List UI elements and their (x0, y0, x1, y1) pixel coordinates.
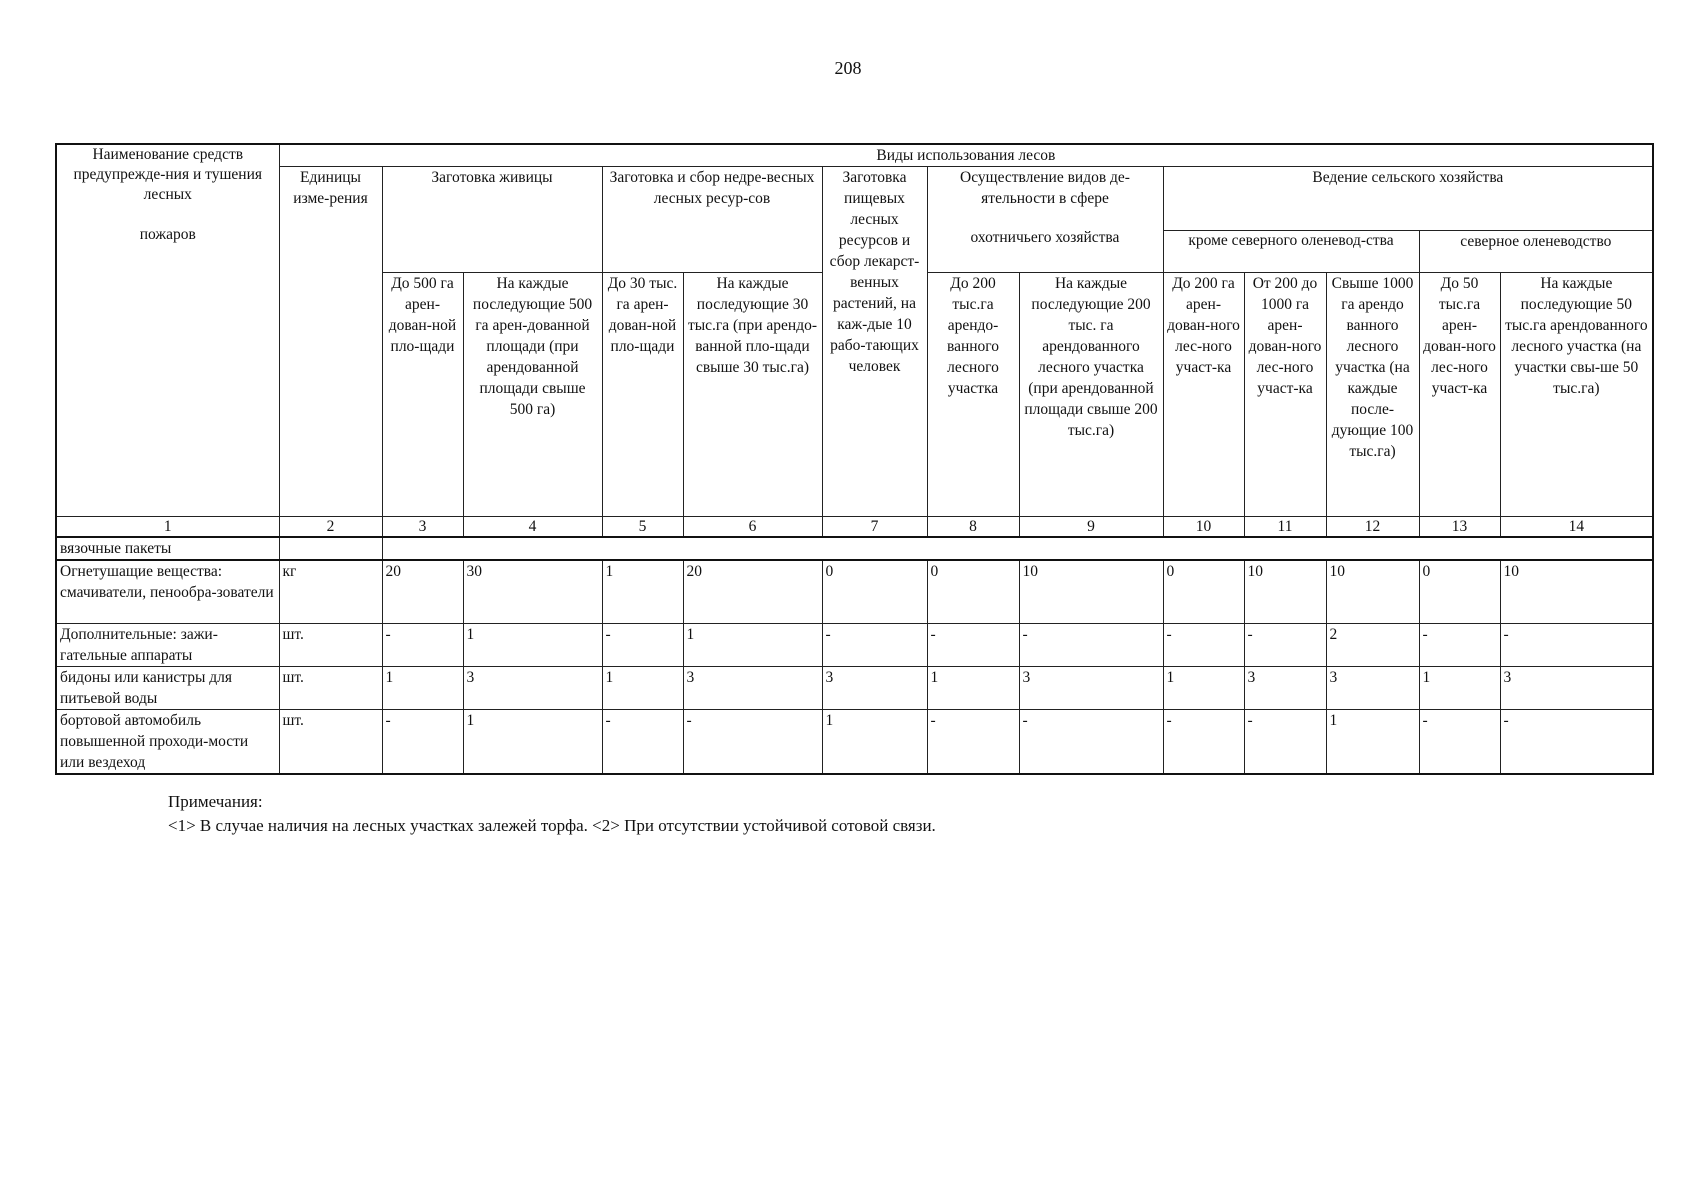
column-number: 5 (602, 517, 683, 538)
column-number: 12 (1326, 517, 1419, 538)
row-unit: шт. (279, 666, 382, 709)
column-number: 6 (683, 517, 822, 538)
row-value: - (1163, 623, 1244, 666)
row-value: 1 (602, 560, 683, 623)
row-value: 3 (1019, 666, 1163, 709)
row-value: 10 (1019, 560, 1163, 623)
column-number: 3 (382, 517, 463, 538)
row-value: 1 (683, 623, 822, 666)
continuation-unit-cell (279, 537, 382, 560)
row-value: - (1244, 709, 1326, 774)
row-value: - (1419, 623, 1500, 666)
header-food: Заготовка пищевых лесных ресурсов и сбор лекарст-венных растений, на каж-дые 10 рабо-тающих человек (822, 167, 927, 517)
row-value: 1 (463, 623, 602, 666)
column-number: 4 (463, 517, 602, 538)
notes (168, 790, 936, 838)
column-number: 8 (927, 517, 1019, 538)
header-resin: Заготовка живицы (382, 167, 602, 273)
row-value: - (602, 623, 683, 666)
notes-text: <1> В случае наличия на лесных участках залежей торфа. <2> При отсутствии устойчивой сотовой связи. (168, 816, 936, 835)
row-value: - (1019, 709, 1163, 774)
row-value: 30 (463, 560, 602, 623)
row-value: 3 (1500, 666, 1653, 709)
notes-title: Примечания: (168, 792, 263, 811)
header-sub-4: На каждые последующие 500 га арен-дованной площади (при арендованной площади свыше 500 га) (463, 273, 602, 517)
row-value: - (1163, 709, 1244, 774)
row-value: 1 (463, 709, 602, 774)
continuation-row (56, 537, 1653, 560)
header-name-column: Наименование средств предупрежде-ния и тушения лесных пожаров (56, 144, 279, 517)
column-number: 1 (56, 517, 279, 538)
header-sub-6: На каждые последующие 30 тыс.га (при арендо-ванной пло-щади свыше 30 тыс.га) (683, 273, 822, 517)
header-sub-8: До 200 тыс.га арендо-ванного лесного участка (927, 273, 1019, 517)
column-number: 9 (1019, 517, 1163, 538)
row-value: 20 (382, 560, 463, 623)
row-value: - (602, 709, 683, 774)
table-row (56, 560, 1653, 623)
header-sub-13: До 50 тыс.га арен-дован-ного лес-ного участ-ка (1419, 273, 1500, 517)
row-unit: шт. (279, 623, 382, 666)
header-sub-11: От 200 до 1000 га арен-дован-ного лес-ного участ-ка (1244, 273, 1326, 517)
table-row (56, 623, 1653, 666)
row-value: 10 (1326, 560, 1419, 623)
row-value: - (1419, 709, 1500, 774)
row-value: 1 (822, 709, 927, 774)
header-agri-north: северное оленеводство (1419, 231, 1653, 273)
continuation-values-cell (382, 537, 1653, 560)
header-agriculture: Ведение сельского хозяйства (1163, 167, 1653, 231)
column-number: 14 (1500, 517, 1653, 538)
page-number: 208 (834, 58, 862, 78)
row-value: 0 (927, 560, 1019, 623)
row-value: - (1244, 623, 1326, 666)
column-number: 10 (1163, 517, 1244, 538)
row-value: 1 (382, 666, 463, 709)
row-value: 10 (1500, 560, 1653, 623)
header-sub-3: До 500 га арен-дован-ной пло-щади (382, 273, 463, 517)
row-value: 0 (822, 560, 927, 623)
table-row (56, 666, 1653, 709)
header-sub-9: На каждые последующие 200 тыс. га арендованного лесного участка (при арендованной площади свыше 200 тыс.га) (1019, 273, 1163, 517)
row-value: 3 (1326, 666, 1419, 709)
row-value: 1 (1419, 666, 1500, 709)
row-value: 1 (1163, 666, 1244, 709)
equipment-table (55, 143, 1654, 775)
row-value: - (822, 623, 927, 666)
row-value: 10 (1244, 560, 1326, 623)
row-value: - (1500, 623, 1653, 666)
header-forest-use: Виды использования лесов (279, 144, 1653, 167)
row-value: 0 (1163, 560, 1244, 623)
row-unit: кг (279, 560, 382, 623)
row-unit: шт. (279, 709, 382, 774)
row-name: Дополнительные: зажи-гательные аппараты (56, 623, 279, 666)
row-name: бортовой автомобиль повышенной проходи-мости или вездеход (56, 709, 279, 774)
row-value: 1 (927, 666, 1019, 709)
header-sub-5: До 30 тыс. га арен-дован-ной пло-щади (602, 273, 683, 517)
column-number: 2 (279, 517, 382, 538)
row-value: - (382, 709, 463, 774)
row-name: бидоны или канистры для питьевой воды (56, 666, 279, 709)
row-value: - (927, 709, 1019, 774)
row-value: 1 (1326, 709, 1419, 774)
header-nontimber: Заготовка и сбор недре-весных лесных ресур-сов (602, 167, 822, 273)
row-value: 3 (463, 666, 602, 709)
row-value: - (927, 623, 1019, 666)
row-name: Огнетушащие вещества: смачиватели, пенообра-зователи (56, 560, 279, 623)
column-number: 11 (1244, 517, 1326, 538)
row-value: 20 (683, 560, 822, 623)
column-number: 7 (822, 517, 927, 538)
row-value: - (1500, 709, 1653, 774)
header-sub-14: На каждые последующие 50 тыс.га арендованного лесного участка (на участки свы-ше 50 тыс.га) (1500, 273, 1653, 517)
row-value: 3 (683, 666, 822, 709)
header-hunting: Осуществление видов де-ятельности в сфере охотничьего хозяйства (927, 167, 1163, 273)
column-number: 13 (1419, 517, 1500, 538)
row-value: 0 (1419, 560, 1500, 623)
header-agri-non-north: кроме северного оленевод-ства (1163, 231, 1419, 273)
column-numbers-row (56, 517, 1653, 538)
row-value: - (382, 623, 463, 666)
continuation-label: вязочные пакеты (56, 537, 279, 560)
row-value: 1 (602, 666, 683, 709)
header-units: Единицы изме-рения (279, 167, 382, 517)
row-value: 2 (1326, 623, 1419, 666)
table-row (56, 709, 1653, 774)
header-sub-10: До 200 га арен-дован-ного лес-ного участ-ка (1163, 273, 1244, 517)
row-value: 3 (1244, 666, 1326, 709)
header-sub-12: Свыше 1000 га арендо ванного лесного участка (на каждые после-дующие 100 тыс.га) (1326, 273, 1419, 517)
row-value: 3 (822, 666, 927, 709)
row-value: - (1019, 623, 1163, 666)
row-value: - (683, 709, 822, 774)
